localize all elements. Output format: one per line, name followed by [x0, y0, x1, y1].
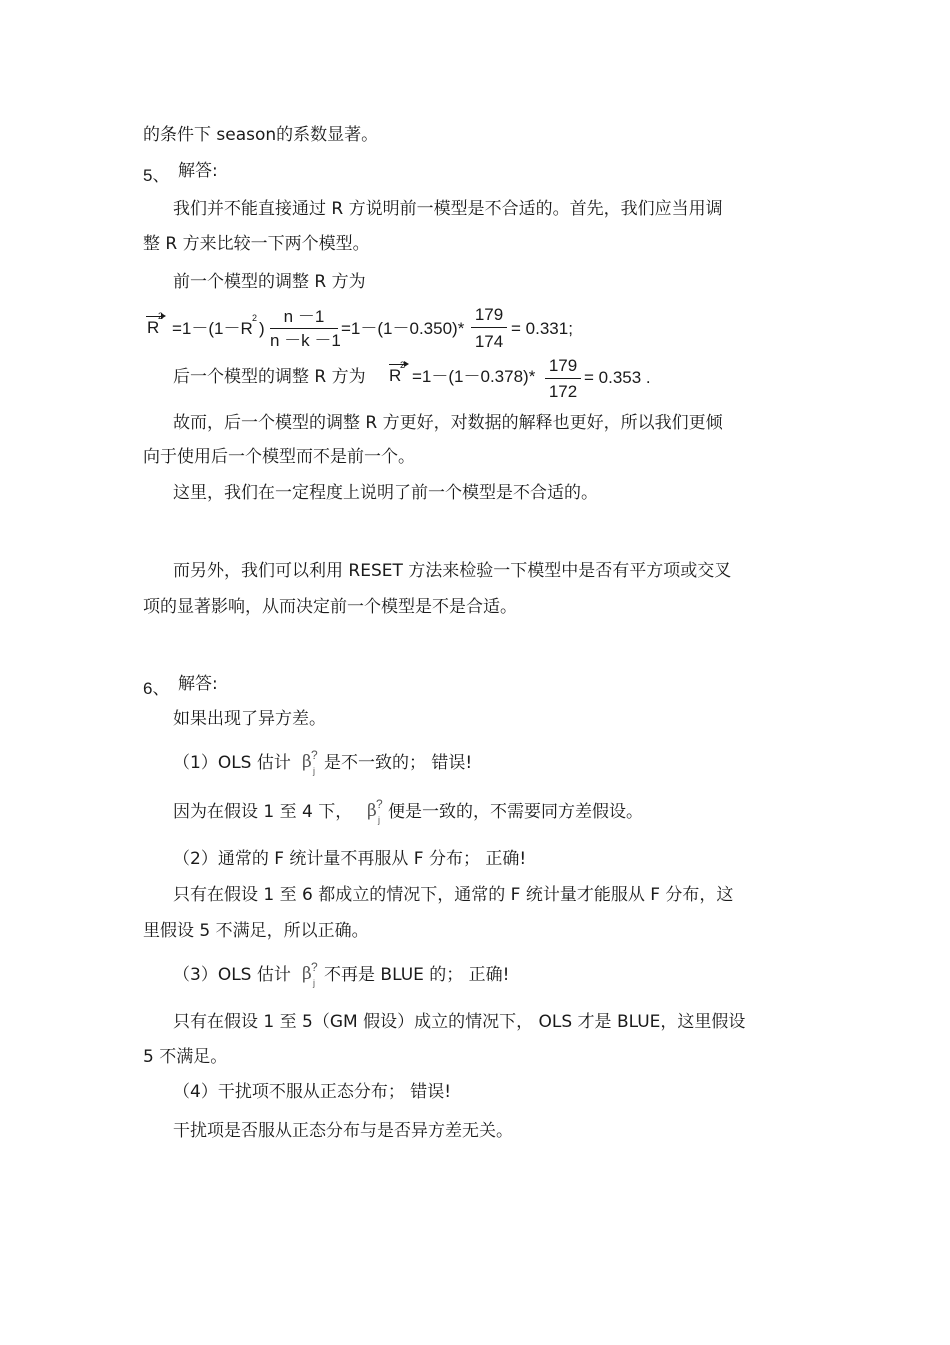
paragraph-3-text: 后一个模型的调整 R 方为: [173, 367, 366, 387]
beta-symbol: β: [367, 801, 377, 821]
formula-1-fraction-n-denominator: n －k －1: [270, 331, 341, 350]
formula-2-result: = 0.353 .: [584, 368, 651, 387]
paragraph-5: 这里，我们在一定程度上说明了前一个模型是不合适的。: [173, 483, 598, 503]
formula-1-close: ): [259, 319, 265, 338]
statement-2-reason: 只有在假设 1 至 6 都成立的情况下，通常的 F 统计量才能服从 F 分布，这: [173, 885, 734, 905]
continuation-line: 的条件下 season的系数显著。: [143, 125, 379, 145]
statement-1-reason-prefix: 因为在假设 1 至 4 下，: [173, 802, 353, 822]
paragraph-1-cont: 整 R 方来比较一下两个模型。: [143, 234, 370, 254]
beta-hat: ?: [311, 748, 318, 762]
beta-subscript: j: [313, 766, 315, 776]
formula-1-fraction-179-174: [471, 305, 507, 351]
formula-2-lhs: R: [389, 366, 402, 385]
formula-1-lhs: R: [147, 318, 160, 337]
statement-3-reason: 只有在假设 1 至 5（GM 假设）成立的情况下， OLS 才是 BLUE，这里假设: [173, 1012, 746, 1032]
formula-1-fraction-n: [270, 307, 341, 351]
statement-4: （4）干扰项不服从正态分布； 错误!: [173, 1082, 452, 1102]
paragraph-1: 我们并不能直接通过 R 方说明前一模型是不合适的。首先，我们应当用调: [173, 199, 723, 219]
paragraph-4-cont: 向于使用后一个模型而不是前一个。: [143, 447, 415, 467]
formula-1-fraction-2-numerator: 179: [474, 305, 504, 324]
beta-subscript: j: [313, 978, 315, 988]
beta-symbol: β: [302, 964, 312, 984]
statement-2: （2）通常的 F 统计量不再服从 F 分布； 正确!: [173, 849, 527, 869]
fraction-bar: [471, 327, 507, 328]
formula-1-r-sup: 2: [252, 313, 258, 323]
question-5-number: 5、: [143, 166, 170, 185]
formula-1-eq2: =1－(1－0.350)*: [341, 319, 465, 338]
question-5-label: 解答:: [178, 161, 218, 181]
statement-2-reason-cont: 里假设 5 不满足，所以正确。: [143, 921, 369, 941]
paragraph-2: 前一个模型的调整 R 方为: [173, 272, 366, 292]
beta-hat: ?: [376, 797, 383, 811]
statement-3-suffix: 不再是 BLUE 的； 正确!: [324, 965, 510, 985]
beta-hat: ?: [311, 960, 318, 974]
statement-1-reason-suffix: 便是一致的，不需要同方差假设。: [388, 802, 643, 822]
fraction-bar: [270, 328, 338, 329]
fraction-bar: [545, 378, 581, 379]
formula-2-lhs-sup: 2: [400, 360, 406, 370]
statement-1-prefix: （1）OLS 估计: [173, 753, 291, 773]
formula-1-fraction-n-numerator: n －1: [283, 307, 325, 326]
question-6-label: 解答:: [178, 674, 218, 694]
formula-1-eq1: =1－(1－R: [172, 319, 253, 338]
statement-3-prefix: （3）OLS 估计: [173, 965, 291, 985]
paragraph-4: 故而，后一个模型的调整 R 方更好，对数据的解释也更好，所以我们更倾: [173, 413, 723, 433]
question-6-intro: 如果出现了异方差。: [173, 709, 326, 729]
question-6-number: 6、: [143, 679, 170, 698]
formula-2-fraction-numerator: 179: [548, 356, 578, 375]
statement-4-reason: 干扰项是否服从正态分布与是否异方差无关。: [173, 1121, 513, 1141]
formula-1-result: = 0.331;: [511, 319, 573, 338]
formula-1-fraction-2-denominator: 174: [474, 332, 504, 351]
paragraph-6: 而另外，我们可以利用 RESET 方法来检验一下模型中是否有平方项或交叉: [173, 561, 732, 581]
beta-symbol: β: [302, 752, 312, 772]
formula-2-fraction-denominator: 172: [548, 382, 578, 401]
statement-3-reason-cont: 5 不满足。: [143, 1047, 228, 1067]
formula-1-lhs-sup: 2: [158, 311, 164, 321]
beta-subscript: j: [378, 815, 380, 825]
formula-2-fraction-179-172: [545, 356, 581, 402]
formula-2-eq: =1－(1－0.378)*: [412, 367, 536, 386]
paragraph-6-cont: 项的显著影响，从而决定前一个模型是不是合适。: [143, 597, 517, 617]
statement-1-suffix: 是不一致的； 错误!: [324, 753, 473, 773]
